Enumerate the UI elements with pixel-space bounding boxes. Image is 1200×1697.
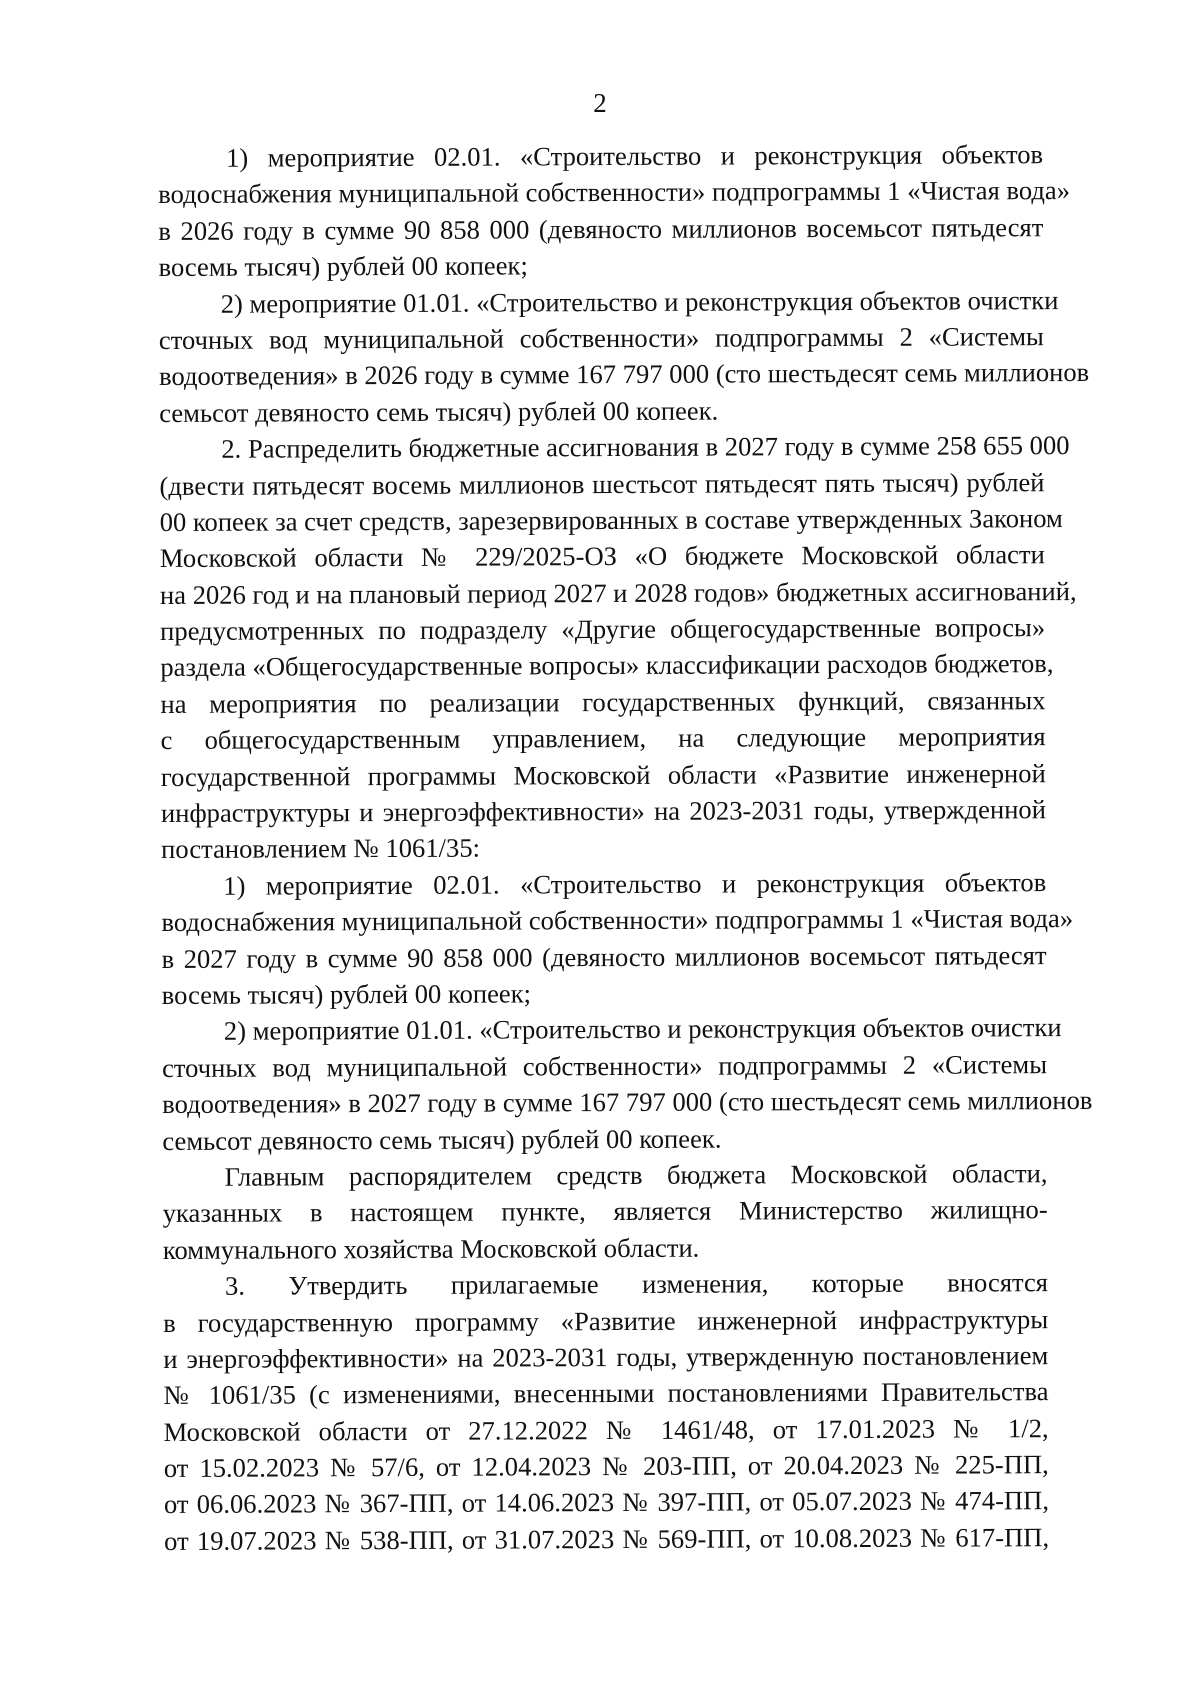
text-line: № 1061/35 (с изменениями, внесенными постановлениями Правительства xyxy=(163,1376,1049,1411)
text-line: от 06.06.2023 № 367-ПП, от 14.06.2023 № 397-ПП, от 05.07.2023 № 474-ПП, xyxy=(163,1485,1050,1520)
text-line: семьсот девяносто семь тысяч) рублей 00 копеек. xyxy=(162,1123,722,1156)
text-line: на 2026 год и на плановый период 2027 и 2028 годов» бюджетных ассигнований, xyxy=(159,575,1077,610)
text-line: от 15.02.2023 № 57/6, от 12.04.2023 № 203-ПП, от 20.04.2023 № 225-ПП, xyxy=(163,1449,1049,1484)
text-line: сточных вод муниципальной собственности» подпрограммы 2 «Системы xyxy=(161,1048,1048,1083)
text-line: постановлением № 1061/35: xyxy=(161,833,481,865)
text-line: раздела «Общегосударственные вопросы» классификации расходов бюджетов, xyxy=(160,648,1054,683)
text-line: указанных в настоящем пункте, является Министерство жилищно- xyxy=(162,1194,1048,1229)
text-line: в государственную программу «Развитие инженерной инфраструктуры xyxy=(163,1303,1049,1338)
text-line: водоснабжения муниципальной собственности» подпрограммы 1 «Чистая вода» xyxy=(161,903,1074,938)
text-line: водоотведения» в 2026 году в сумме 167 797 000 (сто шестьдесят семь миллионов xyxy=(158,357,1090,392)
text-line: восемь тысяч) рублей 00 копеек; xyxy=(161,978,532,1010)
text-line: коммунального хозяйства Московской области. xyxy=(162,1232,700,1265)
text-line: в 2026 году в сумме 90 858 000 (девяносто миллионов восемьсот пятьдесят xyxy=(158,211,1044,246)
text-line: 00 копеек за счет средств, зарезервированных в составе утвержденных Законом xyxy=(159,502,1063,537)
text-line: на мероприятия по реализации государственных функций, связанных xyxy=(160,684,1046,719)
text-line: семьсот девяносто семь тысяч) рублей 00 копеек. xyxy=(159,395,719,428)
page-number: 2 xyxy=(593,88,607,118)
text-line: Московской области от 27.12.2022 № 1461/48, от 17.01.2023 № 1/2, xyxy=(163,1412,1049,1447)
text-line: в 2027 году в сумме 90 858 000 (девяносто миллионов восемьсот пятьдесят xyxy=(161,939,1047,974)
text-line: от 19.07.2023 № 538-ПП, от 31.07.2023 № 569-ПП, от 10.08.2023 № 617-ПП, xyxy=(164,1521,1050,1556)
text-line: сточных вод муниципальной собственности» подпрограммы 2 «Системы xyxy=(158,321,1044,355)
text-line: 1) мероприятие 02.01. «Строительство и реконструкция объектов xyxy=(226,139,1044,173)
text-line: 2) мероприятие 01.01. «Строительство и реконструкция объектов очистки xyxy=(223,1012,1062,1047)
document-body xyxy=(158,136,1093,1559)
text-line: водоотведения» в 2027 году в сумме 167 797 000 (сто шестьдесят семь миллионов xyxy=(162,1085,1093,1120)
text-line: государственной программы Московской области «Развитие инженерной xyxy=(160,757,1046,792)
text-line: 2) мероприятие 01.01. «Строительство и реконструкция объектов очистки xyxy=(220,284,1059,319)
text-line: Главным распорядителем средств бюджета Московской области, xyxy=(224,1158,1048,1192)
text-line: предусмотренных по подразделу «Другие общегосударственные вопросы» xyxy=(160,612,1046,647)
text-line: восемь тысяч) рублей 00 копеек; xyxy=(158,250,528,283)
text-line: (двести пятьдесят восемь миллионов шестьсот пятьдесят пять тысяч) рублей xyxy=(159,466,1045,501)
text-line: инфраструктуры и энергоэффективности» на 2023-2031 годы, утвержденной xyxy=(160,794,1046,829)
text-line: 2. Распределить бюджетные ассигнования в 2027 году в сумме 258 655 000 xyxy=(221,430,1070,464)
text-line: Московской области № 229/2025-ОЗ «О бюджете Московской области xyxy=(159,539,1045,574)
text-line: 3. Утвердить прилагаемые изменения, которые вносятся xyxy=(224,1267,1049,1301)
text-line: 1) мероприятие 02.01. «Строительство и реконструкция объектов xyxy=(223,866,1047,901)
text-line: с общегосударственным управлением, на следующие мероприятия xyxy=(160,721,1046,756)
text-line: водоснабжения муниципальной собственности» подпрограммы 1 «Чистая вода» xyxy=(158,175,1071,210)
text-line: и энергоэффективности» на 2023-2031 годы, утвержденную постановлением xyxy=(163,1340,1049,1374)
